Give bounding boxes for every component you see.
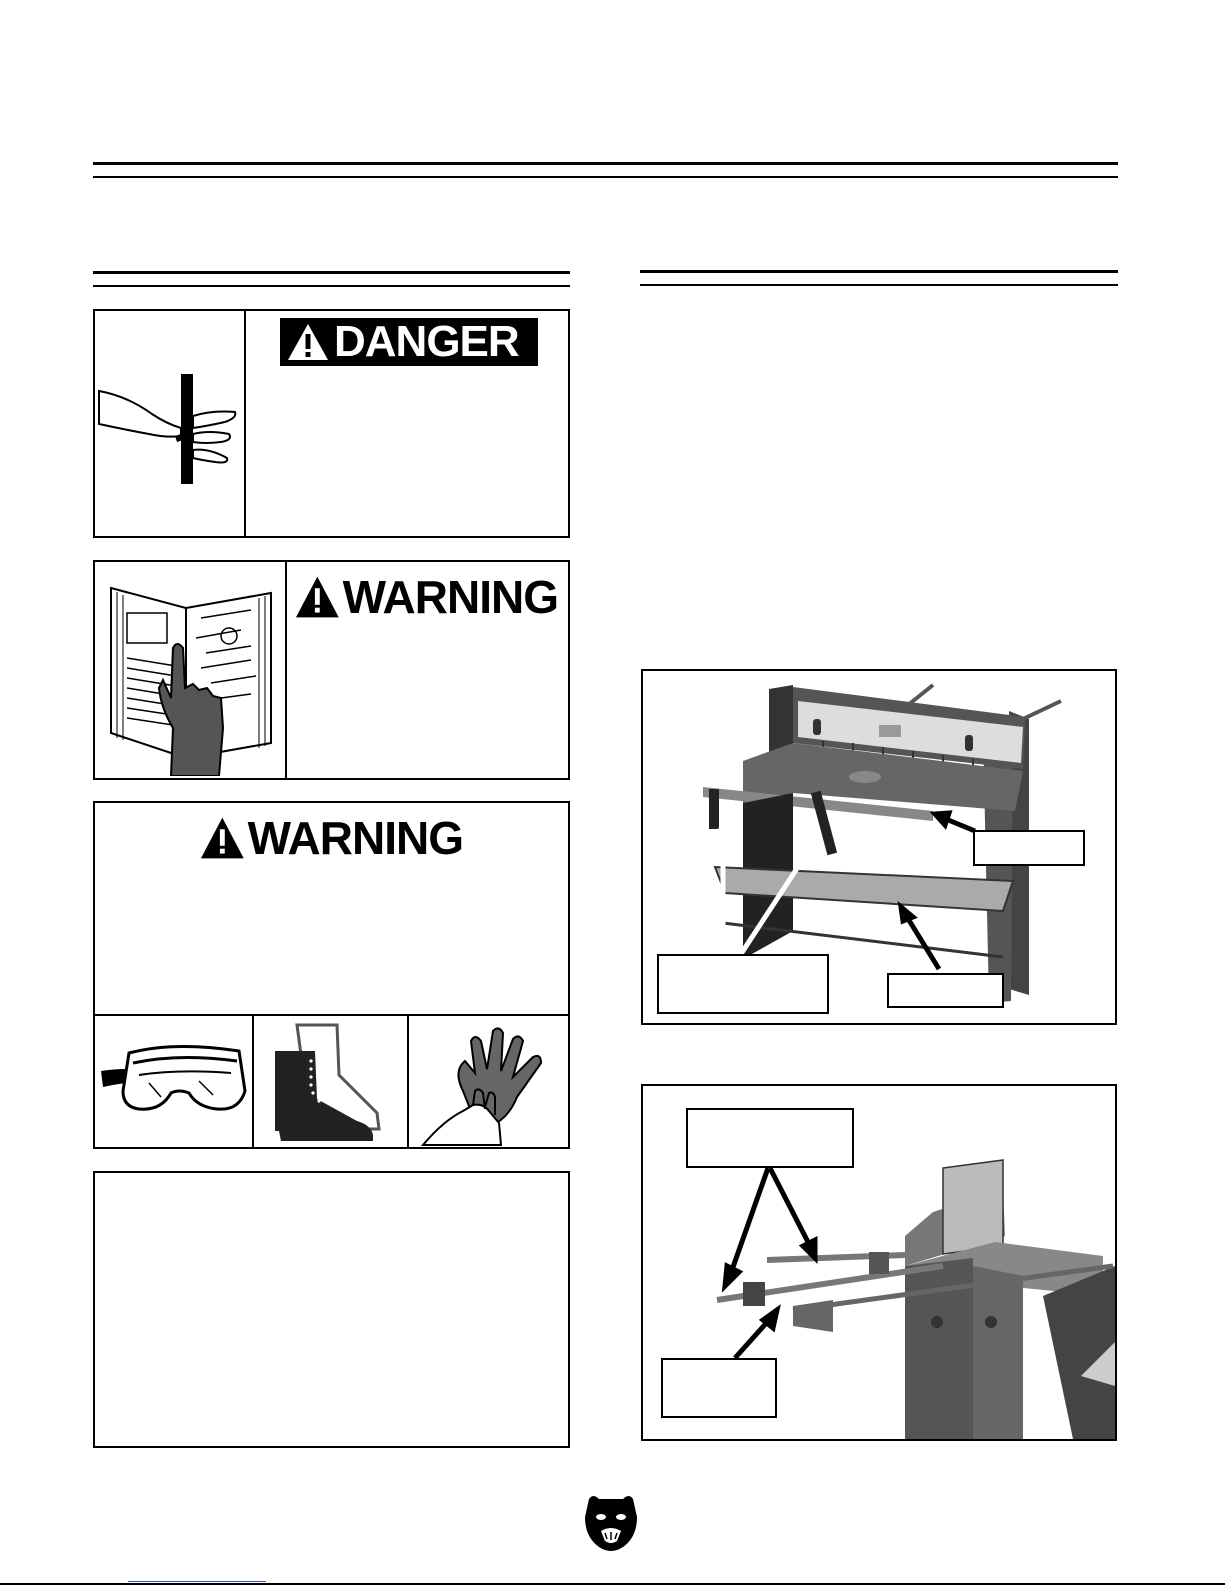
safety-goggles-icon: [99, 1031, 249, 1131]
warning-manual-banner: [294, 572, 558, 622]
notice-box: [93, 1171, 570, 1448]
header-rule-top: [93, 162, 1118, 165]
ppe-divider-h: [95, 1014, 568, 1016]
manual-reading-icon: [101, 568, 281, 776]
figure-1: [641, 669, 1117, 1025]
left-section-rule-bottom: [93, 285, 570, 287]
right-section-rule-bottom: [640, 284, 1118, 286]
danger-signal-word: DANGER: [334, 317, 519, 366]
fig1-callout-right: [973, 830, 1085, 866]
warning-triangle-icon: [294, 574, 341, 620]
fig2-callout-top: [686, 1108, 854, 1168]
warning-ppe-banner: [199, 813, 463, 863]
warning-sign-ppe: [93, 801, 570, 1149]
warning-ppe-signal-word: WARNING: [247, 812, 463, 864]
warning-manual-signal-word: WARNING: [342, 571, 558, 623]
warning-manual-divider: [285, 562, 287, 778]
right-section-rule-top: [640, 270, 1118, 273]
danger-banner: [280, 318, 538, 366]
hand-pinch-blade-icon: [97, 366, 242, 491]
safety-boot-icon: [267, 1021, 397, 1146]
warning-sign-manual: [93, 560, 570, 780]
danger-divider: [244, 311, 246, 536]
work-gloves-icon: [413, 1021, 563, 1146]
warning-triangle-icon: [199, 815, 246, 861]
figure-2: [641, 1084, 1117, 1441]
warning-triangle-icon: [286, 321, 330, 363]
ppe-divider-v1: [252, 1014, 254, 1147]
fig1-callout-left: [657, 954, 829, 1014]
header-rule-bottom: [93, 176, 1118, 178]
fig1-callout-bottom: [887, 973, 1004, 1008]
footer-link-underline: [128, 1581, 266, 1582]
danger-sign: [93, 309, 570, 538]
left-section-rule-top: [93, 271, 570, 274]
ppe-divider-v2: [407, 1014, 409, 1147]
fig2-callout-bottom: [661, 1358, 777, 1418]
grizzly-bear-logo-icon: [583, 1493, 639, 1553]
